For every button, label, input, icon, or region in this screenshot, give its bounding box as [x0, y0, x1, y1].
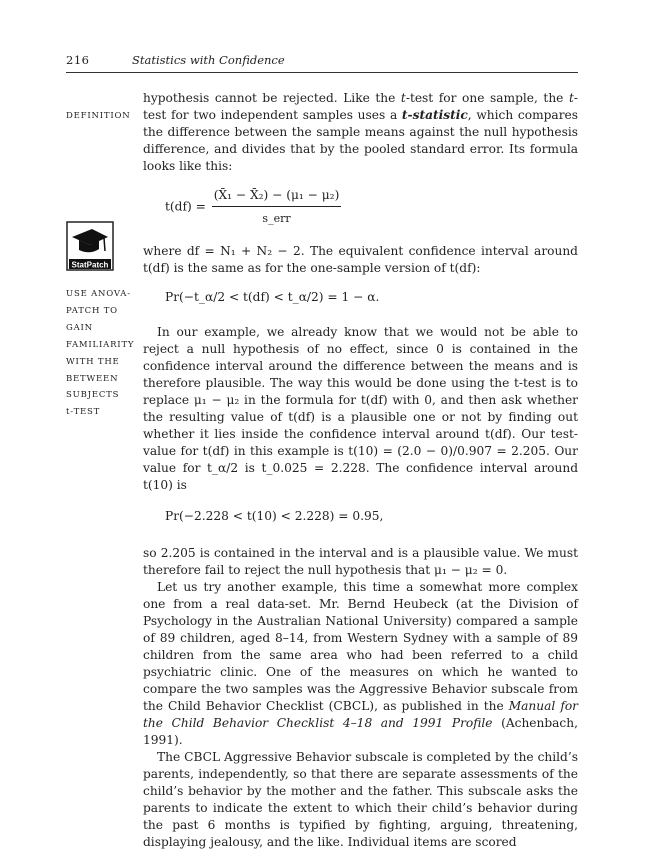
page-number: 216 [66, 53, 90, 67]
page-header [66, 53, 578, 71]
statpatch-graduation-cap-icon [66, 221, 114, 271]
equation-t-statistic: t(df) = $\frac{\text{(X̄₁ − X̄₂) − (μ₁ − μ₂)}}{\text{s\_err}}$ [165, 188, 340, 225]
header-rule [66, 72, 578, 73]
equation-numerator: (X̄₁ − X̄₂) − (μ₁ − μ₂) [212, 187, 342, 207]
margin-note: USE ANOVA- PATCH TO GAIN FAMILIARITY WITH THE BETWEEN SUBJECTS t-TEST [66, 289, 135, 418]
equation-confidence-example: Pr(−2.228 < t(10) < 2.228) = 0.95, [165, 509, 384, 523]
equation-confidence-general: Pr(−t_α/2 < t(df) < t_α/2) = 1 − α. [165, 290, 380, 304]
term-t-statistic: t-statistic [401, 108, 468, 122]
running-title: Statistics with Confidence [132, 53, 285, 67]
paragraph-5: Let us try another example, this time a somewhat more complex one from a real data-set. Mr. Bernd Heubeck (at the Division of Psychology in the Australian National University) compared a sample of 89 children, aged 8–14, from Western Sydney with a sample of 89 children from the same area who had been referred to a child psychiatric clinic. One of the measures on which he wanted to compare the two samples was the Aggressive Behavior subscale from the Child Behavior Checklist (CBCL), as published in the Manual for the Child Behavior Checklist 4–18 and 1991 Profile (Achenbach, 1991). [143, 580, 578, 747]
paragraph-2: where df = N₁ + N₂ − 2. The equivalent confidence interval around t(df) is the same as for the one-sample version of t(df): [143, 244, 578, 275]
paragraph-4: so 2.205 is contained in the interval and is a plausible value. We must therefore fail to reject the null hypothesis that μ₁ − μ₂ = 0. [143, 546, 578, 577]
statpatch-logo [66, 221, 114, 271]
logo-caption: StatPatch [71, 260, 109, 270]
manual-title: Manual for the Child Behavior Checklist 4–18 and 1991 Profile [143, 699, 578, 730]
margin-definition-label: DEFINITION [66, 111, 131, 121]
main-text [143, 90, 578, 851]
paragraph-3: In our example, we already know that we would not be able to reject a null hypothesis of no effect, since 0 is contained in the confidence interval around the difference between the means and is therefore plausible. The way this would be done using the t-test is to replace μ₁ − μ₂ in the formula for t(df) with 0, and then ask whether the resulting value of t(df) is a plausible one or not by finding out whether it lies inside the confidence interval around t(df). Our test-value for t(df) in this example is t(10) = (2.0 − 0)/0.907 = 2.205. Our value for t_α/2 is t_0.025 = 2.228. The confidence interval around t(10) is [143, 325, 578, 492]
paragraph-6: The CBCL Aggressive Behavior subscale is completed by the child’s parents, independently, so that there are separate assessments of the child’s behavior by the mother and the father. This subscale asks the parents to indicate the extent to which their child’s behavior during the past 6 months is typified by fighting, arguing, threatening, displaying jealousy, and the like. Individual items are scored [143, 750, 578, 849]
paragraph-1: hypothesis cannot be rejected. Like the t-test for one sample, the t-test for two independent samples uses a t-statistic, which compares the difference between the sample means against the null hypothesis difference, and divides that by the pooled standard error. Its formula looks like this: [143, 91, 579, 173]
equation-denominator: s_err [262, 212, 291, 225]
